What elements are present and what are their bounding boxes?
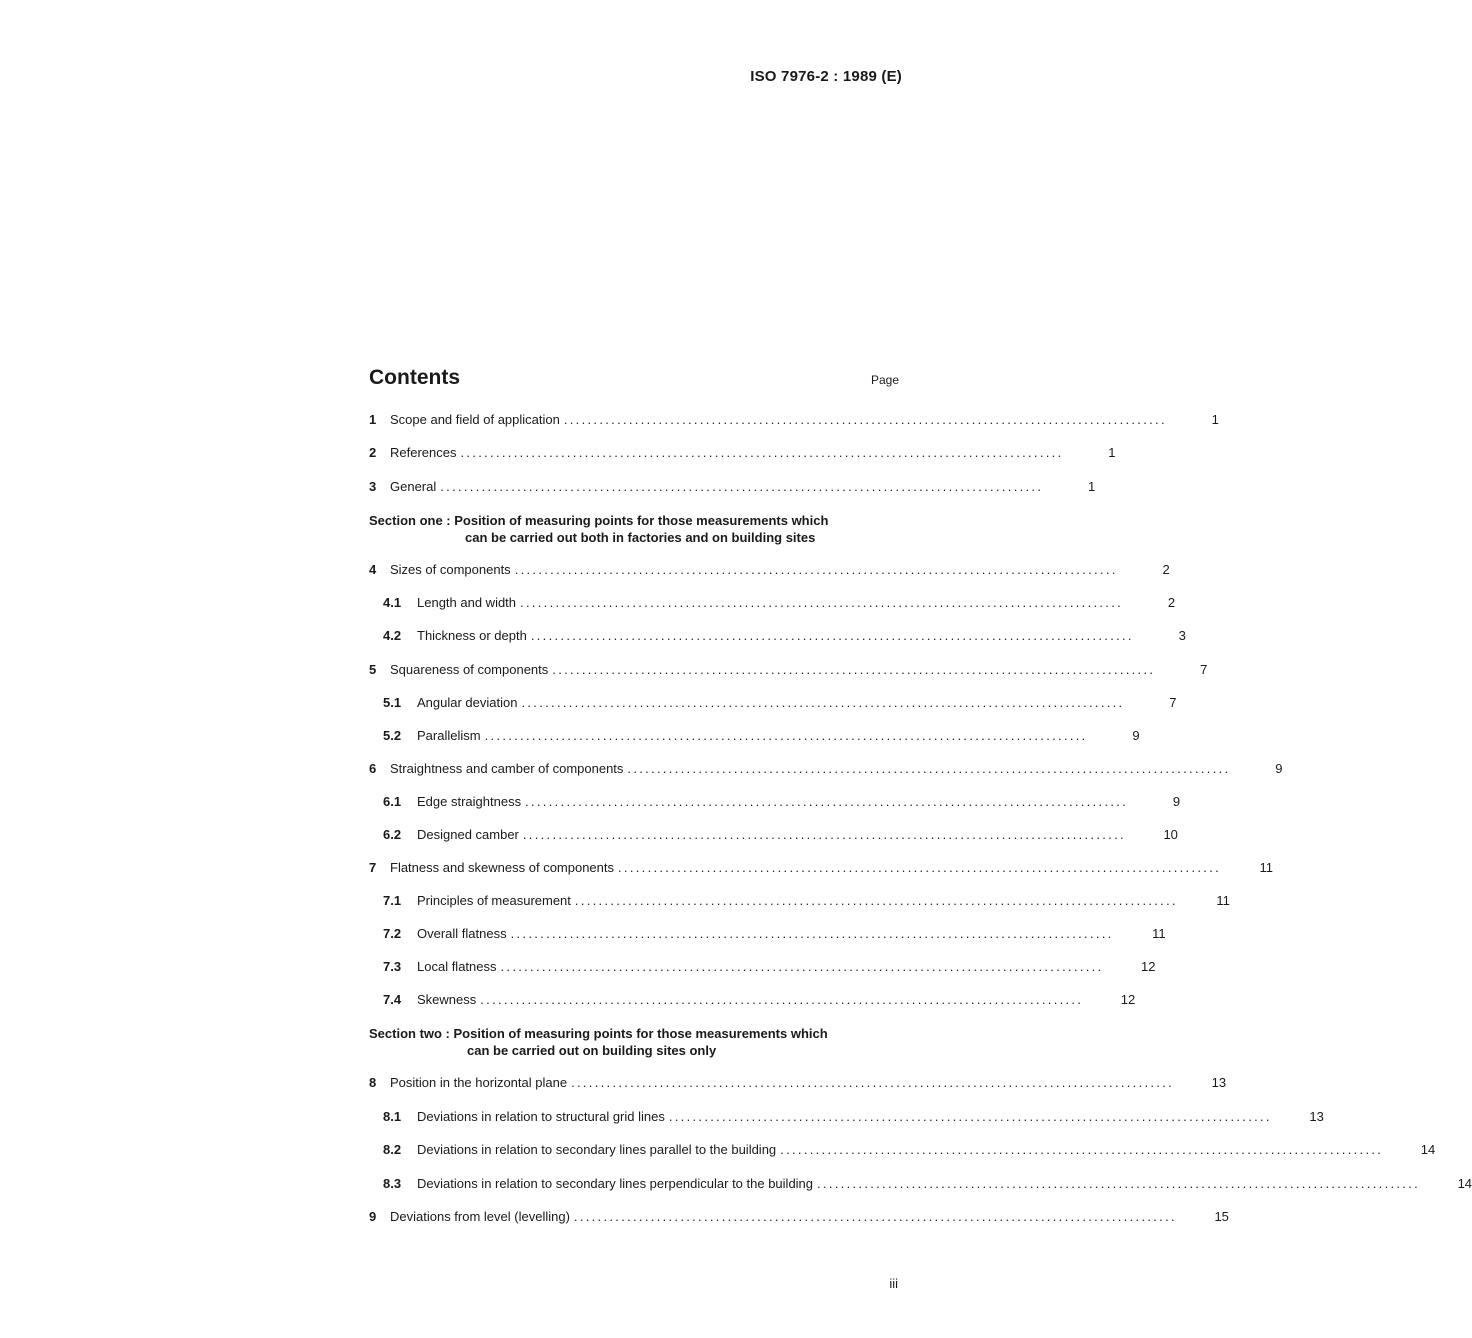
entry-page: 13 [1211, 1075, 1227, 1090]
dot-leader: ...................................................................................................... [522, 827, 1126, 842]
standard-identifier: ISO 7976-2 : 1989 (E) [750, 68, 902, 85]
entry-number: 7.3 [383, 959, 402, 974]
entry-title: Local flatness [417, 959, 497, 974]
toc-entry-5[interactable] [369, 662, 1208, 677]
entry-title: Sizes of components [390, 562, 511, 577]
entry-number: 6.2 [383, 827, 402, 842]
toc-entry-8-3[interactable] [369, 1176, 1472, 1191]
entry-title: References [390, 445, 457, 460]
entry-number: 7.4 [383, 992, 402, 1007]
entry-title: Edge straightness [417, 794, 522, 809]
dot-leader: ...................................................................................................... [480, 992, 1084, 1007]
entry-title: Length and width [417, 595, 517, 610]
dot-leader: ...................................................................................................... [574, 893, 1178, 908]
entry-page: 3 [1178, 628, 1186, 643]
toc-entry-7-1[interactable] [369, 893, 1230, 908]
entry-title: Thickness or depth [417, 628, 527, 643]
dot-leader: ...................................................................................................... [618, 860, 1222, 875]
entry-page: 9 [1172, 794, 1181, 809]
entry-number: 8.1 [383, 1109, 402, 1124]
entry-title: Principles of measurement [417, 893, 571, 908]
entry-title: Parallelism [417, 728, 481, 743]
entry-page: 2 [1167, 595, 1176, 610]
entry-title: Overall flatness [417, 926, 507, 941]
entry-page: 12 [1120, 992, 1136, 1007]
section-heading-line: Section two : Position of measuring points for those measurements which [369, 1026, 828, 1041]
entry-number: 4.2 [383, 628, 402, 643]
entry-page: 9 [1132, 728, 1140, 743]
entry-title: Position in the horizontal plane [390, 1075, 568, 1090]
toc-entry-8-1[interactable] [369, 1109, 1324, 1124]
entry-page: 2 [1162, 562, 1170, 577]
entry-number: 7.2 [383, 926, 402, 941]
entry-number: 4.1 [383, 595, 402, 610]
toc-entry-6[interactable] [369, 761, 1283, 776]
entry-page: 7 [1200, 662, 1208, 677]
dot-leader: ...................................................................................................... [440, 479, 1044, 494]
entry-page: 1 [1108, 445, 1116, 460]
entry-number: 6.1 [383, 794, 402, 809]
entry-page: 11 [1216, 893, 1230, 908]
dot-leader: ...................................................................................................... [530, 628, 1134, 643]
toc-entry-2[interactable] [369, 445, 1116, 460]
entry-page: 1 [1088, 479, 1096, 494]
entry-number: 5 [369, 662, 377, 677]
entry-page: 12 [1141, 959, 1156, 974]
dot-leader: ...................................................................................................... [780, 1142, 1384, 1157]
entry-title: Deviations from level (levelling) [390, 1209, 570, 1224]
toc-entry-7[interactable] [369, 860, 1274, 875]
toc-entry-5-2[interactable] [369, 728, 1140, 743]
entry-number: 4 [369, 562, 377, 577]
dot-leader: ...................................................................................................... [460, 445, 1064, 460]
toc-entry-7-3[interactable] [369, 959, 1156, 974]
entry-title: Flatness and skewness of components [390, 860, 615, 875]
entry-title: Scope and field of application [390, 412, 560, 427]
entry-number: 9 [369, 1209, 377, 1224]
toc-entry-8-2[interactable] [369, 1142, 1436, 1157]
page-column-label: Page [870, 373, 899, 387]
entry-number: 8 [369, 1075, 377, 1090]
entry-title: Deviations in relation to structural grid lines [417, 1109, 665, 1124]
toc-entry-9[interactable] [369, 1209, 1229, 1224]
dot-leader: ...................................................................................................... [563, 412, 1167, 427]
entry-title: Designed camber [417, 827, 519, 842]
entry-number: 6 [369, 761, 377, 776]
entry-number: 7.1 [383, 893, 402, 908]
entry-title: Skewness [417, 992, 477, 1007]
dot-leader: ...................................................................................................... [668, 1109, 1272, 1124]
dot-leader: ...................................................................................................... [573, 1209, 1177, 1224]
entry-page: 11 [1152, 926, 1166, 941]
section-one-heading [369, 512, 899, 546]
dot-leader: ...................................................................................................... [571, 1075, 1175, 1090]
section-heading-line: can be carried out both in factories and on building sites [465, 530, 816, 545]
entry-page: 14 [1457, 1176, 1472, 1191]
entry-title: Squareness of components [390, 662, 549, 677]
page-folio: iii [889, 1276, 898, 1291]
section-heading-line: can be carried out on building sites only [467, 1043, 717, 1058]
entry-page: 7 [1169, 695, 1177, 710]
entry-number: 3 [369, 479, 377, 494]
entry-page: 14 [1420, 1142, 1436, 1157]
dot-leader: ...................................................................................................... [510, 926, 1114, 941]
toc-entry-4-1[interactable] [369, 595, 1176, 610]
entry-page: 1 [1211, 412, 1219, 427]
entry-number: 5.2 [383, 728, 402, 743]
dot-leader: ...................................................................................................... [500, 959, 1104, 974]
entry-page: 11 [1259, 860, 1274, 875]
contents-title: Contents [369, 366, 460, 389]
toc-entry-4-2[interactable] [369, 628, 1186, 643]
entry-page: 15 [1214, 1209, 1229, 1224]
toc-entry-6-1[interactable] [369, 794, 1181, 809]
entry-number: 1 [369, 412, 377, 427]
dot-leader: ...................................................................................................... [817, 1176, 1421, 1191]
toc-entry-8[interactable] [369, 1075, 1227, 1090]
entry-title: Deviations in relation to secondary lines perpendicular to the building [417, 1176, 814, 1191]
contents-header [369, 366, 899, 390]
dot-leader: ...................................................................................................... [484, 728, 1088, 743]
entry-title: Straightness and camber of components [390, 761, 624, 776]
dot-leader: ...................................................................................................... [552, 662, 1156, 677]
toc-entry-7-2[interactable] [369, 926, 1166, 941]
section-two-heading [369, 1025, 899, 1059]
entry-title: Angular deviation [417, 695, 518, 710]
toc-entry-4[interactable] [369, 562, 1170, 577]
dot-leader: ...................................................................................................... [514, 562, 1118, 577]
entry-number: 2 [369, 445, 377, 460]
dot-leader: ...................................................................................................... [521, 695, 1125, 710]
entry-page: 10 [1163, 827, 1178, 842]
entry-title: Deviations in relation to secondary lines parallel to the building [417, 1142, 777, 1157]
entry-page: 9 [1275, 761, 1283, 776]
entry-number: 8.2 [383, 1142, 402, 1157]
toc-entry-5-1[interactable] [369, 695, 1177, 710]
dot-leader: ...................................................................................................... [525, 794, 1129, 809]
section-heading-line: Section one : Position of measuring points for those measurements which [369, 513, 829, 528]
entry-number: 7 [369, 860, 377, 875]
toc-entry-3[interactable] [369, 479, 1096, 494]
entry-number: 8.3 [383, 1176, 402, 1191]
dot-leader: ...................................................................................................... [627, 761, 1231, 776]
toc-entry-1[interactable] [369, 412, 1219, 427]
toc-entry-6-2[interactable] [369, 827, 1178, 842]
entry-page: 13 [1309, 1109, 1324, 1124]
dot-leader: ...................................................................................................... [520, 595, 1124, 610]
toc-entry-7-4[interactable] [369, 992, 1136, 1007]
entry-number: 5.1 [383, 695, 402, 710]
entry-title: General [390, 479, 437, 494]
